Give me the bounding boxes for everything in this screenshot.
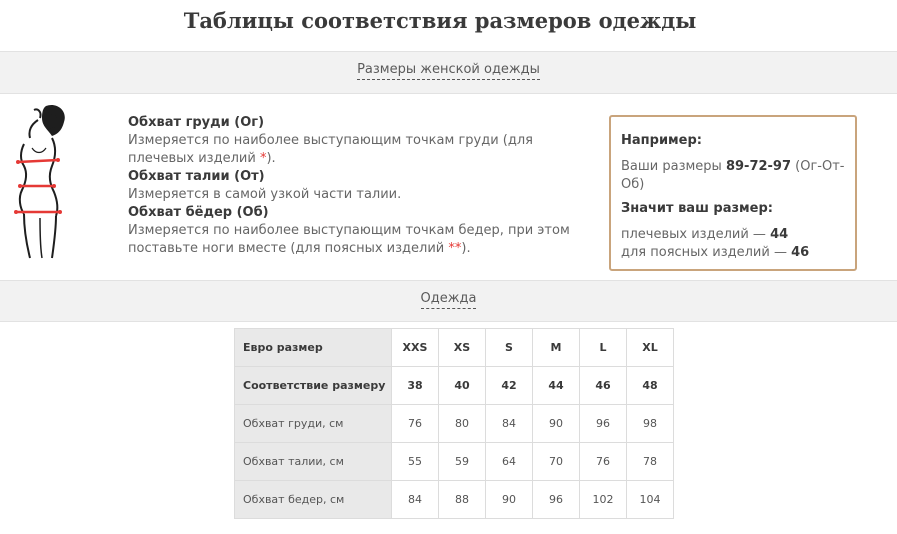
table-cell: XXS (392, 329, 439, 367)
table-cell: XS (439, 329, 486, 367)
table-cell: 84 (392, 481, 439, 519)
row-label: Обхват груди, см (235, 405, 392, 443)
table-cell: 96 (580, 405, 627, 443)
table-cell: 80 (439, 405, 486, 443)
example-shoulder-line: плечевых изделий — 44 (621, 227, 789, 242)
table-cell: S (486, 329, 533, 367)
table-row (235, 367, 674, 405)
table-cell: 59 (439, 443, 486, 481)
table-cell: 88 (439, 481, 486, 519)
example-heading: Например: (621, 133, 702, 148)
table-cell: 84 (486, 405, 533, 443)
table-cell: 40 (439, 367, 486, 405)
waist-title: Обхват талии (От) (128, 169, 265, 184)
hips-description: Измеряется по наиболее выступающим точкам бедер, при этом поставьте ноги вместе (для поясных изделий **). (128, 223, 570, 256)
table-cell: 70 (533, 443, 580, 481)
table-cell: XL (627, 329, 674, 367)
table-cell: 48 (627, 367, 674, 405)
section-band-clothing (0, 280, 897, 322)
table-cell: 90 (486, 481, 533, 519)
table-cell: 104 (627, 481, 674, 519)
table-cell: 46 (580, 367, 627, 405)
example-box (609, 115, 857, 271)
table-cell: 96 (533, 481, 580, 519)
measurement-instructions (128, 114, 598, 258)
size-chart-table (234, 328, 674, 519)
table-cell: 64 (486, 443, 533, 481)
waist-description: Измеряется в самой узкой части талии. (128, 187, 402, 202)
chest-description: Измеряется по наиболее выступающим точкам груди (для плечевых изделий *). (128, 133, 533, 166)
hips-title: Обхват бёдер (Об) (128, 205, 269, 220)
row-label: Обхват бедер, см (235, 481, 392, 519)
chest-title: Обхват груди (Ог) (128, 115, 265, 130)
table-cell: 42 (486, 367, 533, 405)
table-cell: 90 (533, 405, 580, 443)
table-row (235, 443, 674, 481)
table-row (235, 405, 674, 443)
example-sizes-line: Ваши размеры 89-72-97 (Ог-От-Об) (621, 159, 845, 192)
table-row (235, 481, 674, 519)
table-cell: 102 (580, 481, 627, 519)
page-title: Таблицы соответствия размеров одежды (183, 8, 697, 33)
table-cell: L (580, 329, 627, 367)
body-measurement-figure-icon (12, 100, 72, 260)
table-cell: 98 (627, 405, 674, 443)
table-cell: 44 (533, 367, 580, 405)
table-cell: 76 (392, 405, 439, 443)
table-cell: 76 (580, 443, 627, 481)
row-label: Евро размер (235, 329, 392, 367)
row-label: Обхват талии, см (235, 443, 392, 481)
table-cell: M (533, 329, 580, 367)
table-cell: 38 (392, 367, 439, 405)
section-link-women-sizes[interactable]: Размеры женской одежды (357, 62, 540, 80)
table-row (235, 329, 674, 367)
example-subheading: Значит ваш размер: (621, 201, 773, 216)
example-waist-line: для поясных изделий — 46 (621, 245, 810, 260)
section-link-clothing[interactable]: Одежда (421, 291, 477, 309)
table-cell: 78 (627, 443, 674, 481)
table-cell: 55 (392, 443, 439, 481)
row-label: Соответствие размеру (235, 367, 392, 405)
section-band-women-sizes (0, 51, 897, 94)
